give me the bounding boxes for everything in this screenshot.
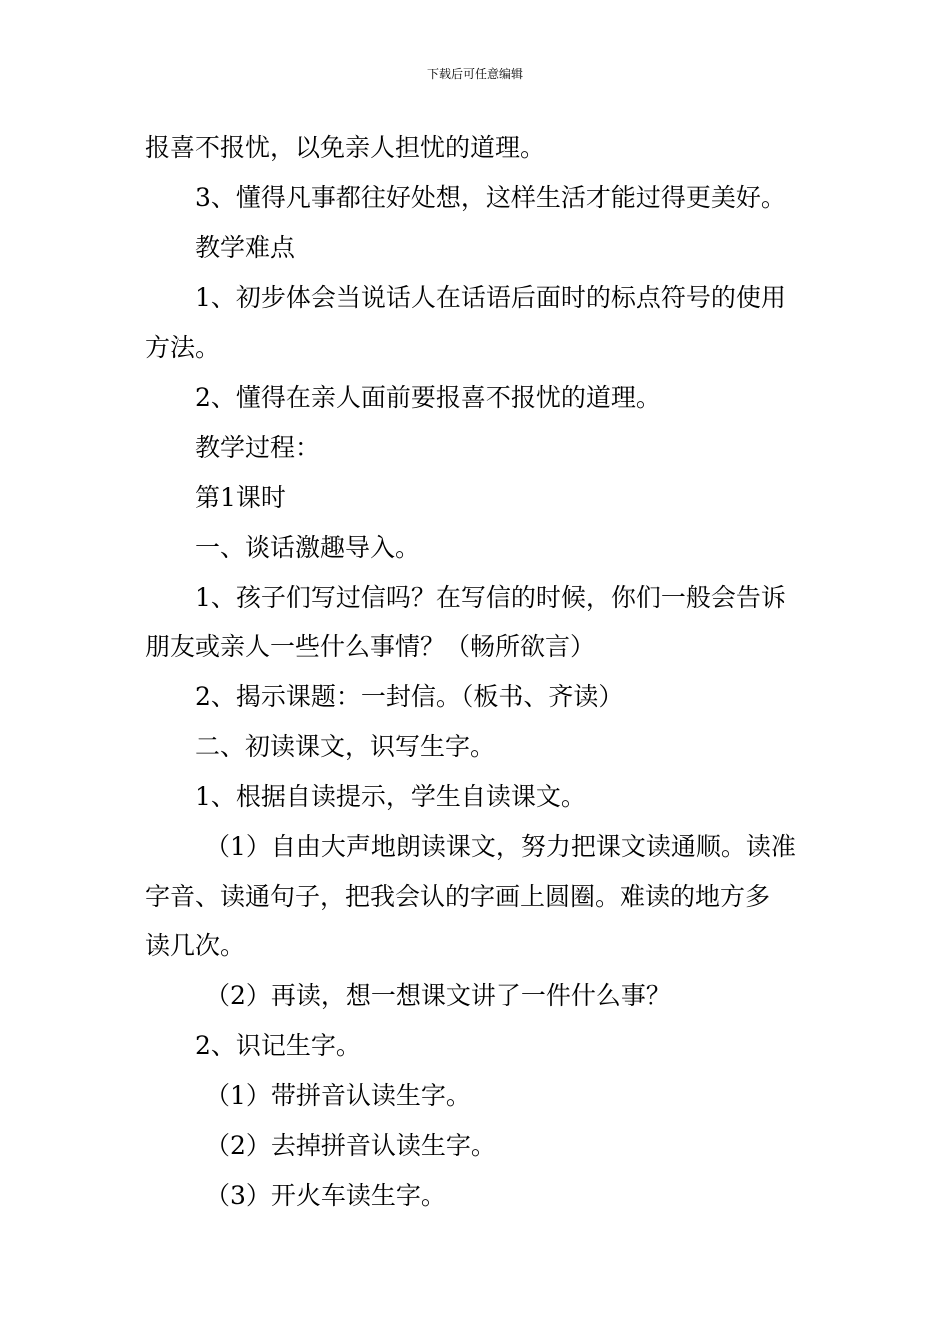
body-line: 1、初步体会当说话人在话语后面时的标点符号的使用 xyxy=(195,283,786,312)
body-line: 2、识记生字。 xyxy=(195,1031,361,1060)
body-line: （1）自由大声地朗读课文，努力把课文读通顺。读准 xyxy=(205,832,796,861)
body-line: 3、懂得凡事都往好处想，这样生活才能过得更美好。 xyxy=(195,183,786,212)
page-header: 下载后可任意编辑 xyxy=(426,67,523,81)
lesson-title: 第1课时 xyxy=(195,483,286,512)
body-line: 朋友或亲人一些什么事情？（畅所欲言） xyxy=(145,632,596,661)
body-line: 字音、读通句子，把我会认的字画上圆圈。难读的地方多 xyxy=(145,882,771,911)
body-line: （2）再读，想一想课文讲了一件什么事？ xyxy=(205,981,671,1010)
section-heading: 一、谈话激趣导入。 xyxy=(195,533,421,562)
section-heading: 教学难点 xyxy=(195,233,296,262)
body-line: （2）去掉拼音认读生字。 xyxy=(205,1131,496,1160)
body-line: 1、根据自读提示，学生自读课文。 xyxy=(195,782,586,811)
section-heading: 二、初读课文，识写生字。 xyxy=(195,732,496,761)
body-line: 2、懂得在亲人面前要报喜不报忧的道理。 xyxy=(195,383,661,412)
body-line: 2、揭示课题：一封信。（板书、齐读） xyxy=(195,682,624,711)
section-heading: 教学过程： xyxy=(195,433,321,462)
body-line: （3）开火车读生字。 xyxy=(205,1181,446,1210)
body-line: （1）带拼音认读生字。 xyxy=(205,1081,471,1110)
body-line: 方法。 xyxy=(145,333,221,362)
body-line: 读几次。 xyxy=(145,931,246,960)
body-line: 报喜不报忧，以免亲人担忧的道理。 xyxy=(145,133,546,162)
body-line: 1、孩子们写过信吗？在写信的时候，你们一般会告诉 xyxy=(195,583,786,612)
